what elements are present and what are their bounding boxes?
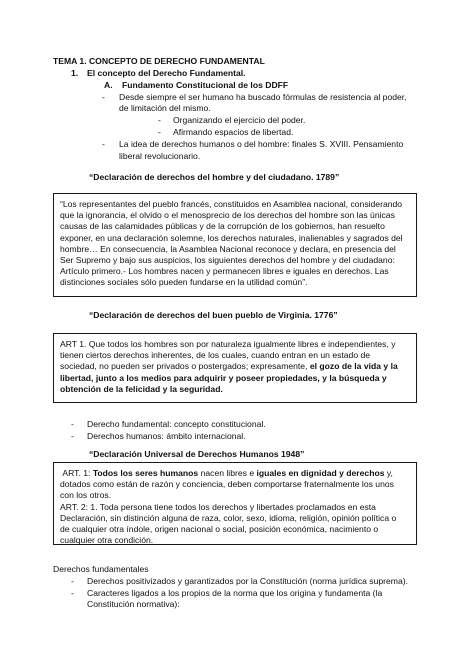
bullet-text: Organizando el ejercicio del poder.: [173, 115, 306, 125]
quote-line: que la ignorancia, el olvido o el menosprecio de los derechos del hombre son las únicas: [60, 210, 395, 221]
quote-line: distinciones sociales sólo pueden fundarse en la utilidad común”.: [60, 277, 308, 288]
declaration-heading: “Declaración Universal de Derechos Humanos 1948”: [89, 449, 305, 459]
bullet-text: liberal revolucionario.: [119, 151, 201, 161]
bullet-text: La idea de derechos humanos o del hombre: finales S. XVIII. Pensamiento: [119, 139, 404, 149]
bullet-dash: -: [71, 431, 74, 441]
quote-line: con los otros.: [60, 490, 112, 501]
quote-text: y,: [386, 468, 393, 478]
bullet-text: Afirmando espacios de libertad.: [173, 127, 294, 137]
quote-line: “Los representantes del pueblo francés, constituidos en Asamblea nacional, considerando: [60, 199, 403, 209]
bullet-dash: -: [71, 576, 74, 586]
quote-line: de cualquier otra índole, origen nacional o social, posición económica, nacimiento o: [60, 524, 379, 535]
quote-line: ART 1. Que todos los hombres son por naturaleza igualmente libres e independientes, y: [60, 339, 396, 349]
bullet-text: Desde siempre el ser humano ha buscado fórmulas de resistencia al poder,: [119, 92, 407, 102]
bullet-dash: -: [158, 127, 161, 137]
quote-line: Ser Supremo y bajo sus auspicios, los siguientes derechos del hombre y del ciudadano:: [60, 255, 395, 266]
bullet-text: de limitación del mismo.: [119, 103, 211, 113]
quote-line: exponer, en una declaración solemne, los derechos naturales, inalienables y sagrados del: [60, 232, 403, 243]
quote-text: nacen libres e: [200, 468, 255, 478]
quote-text: sociedad, no pueden ser privados o postergados; expresamente,: [60, 361, 308, 372]
bullet-text: Caracteres ligados a los propios de la norma que los origina y fundamenta (la: [87, 588, 383, 598]
quote-line: [60, 468, 410, 479]
quote-line: cualquier otra condición.: [60, 535, 154, 546]
subsection-letter: A.: [104, 80, 113, 90]
bullet-dash: -: [71, 419, 74, 429]
quote-highlight: libertad, junto a los medios para adquirir y poseer propiedades, y la búsqueda y: [60, 372, 387, 383]
quote-highlight: Todos los seres humanos: [92, 468, 199, 478]
declaration-quote-box: [53, 333, 417, 403]
quote-line: [60, 361, 410, 372]
quote-line: Artículo primero.- Los hombres nacen y permanecen libres e iguales en derechos. Las: [60, 266, 389, 277]
quote-highlight: obtención de la felicidad y la seguridad.: [60, 383, 223, 394]
document-title: TEMA 1. CONCEPTO DE DERECHO FUNDAMENTAL: [53, 56, 265, 66]
bullet-dash: -: [158, 115, 161, 125]
quote-highlight: el gozo de la vida y la: [309, 361, 398, 372]
section-number: 1.: [71, 68, 79, 78]
bullet-text: Derecho fundamental: concepto constitucional.: [87, 419, 266, 429]
section-heading: Derechos fundamentales: [53, 564, 149, 574]
declaration-heading: “Declaración de derechos del hombre y del ciudadano. 1789”: [89, 172, 340, 182]
declaration-quote-box: [53, 193, 417, 297]
bullet-dash: -: [102, 92, 105, 102]
declaration-heading: “Declaración de derechos del buen pueblo de Virginia. 1776”: [89, 310, 338, 320]
bullet-text: Derechos humanos: ámbito internacional.: [87, 431, 246, 441]
bullet-dash: -: [102, 139, 105, 149]
quote-line: ART. 2: 1. Toda persona tiene todos los derechos y libertades proclamados en esta: [60, 501, 376, 512]
quote-highlight: iguales en dignidad y derechos: [256, 468, 385, 478]
quote-text: ART. 1:: [62, 468, 91, 478]
bullet-dash: -: [71, 588, 74, 598]
quote-line: hombre… En consecuencia, la Asamblea Nacional reconoce y declara, en presencia del: [60, 243, 396, 254]
quote-line: Declaración, sin distinción alguna de raza, color, sexo, idioma, religión, opinión política o: [60, 512, 397, 523]
quote-line: dotados como están de razón y conciencia, deben comportarse fraternalmente los unos: [60, 479, 394, 490]
section-title: El concepto del Derecho Fundamental.: [87, 68, 246, 78]
quote-line: tienen ciertos derechos inherentes, de los cuales, cuando entran en un estado de: [60, 350, 371, 361]
quote-line: causas de las calamidades públicas y de la corrupción de los gobiernos, han resuelto: [60, 221, 385, 232]
bullet-text: Derechos positivizados y garantizados por la Constitución (norma jurídica suprema).: [87, 576, 408, 586]
declaration-quote-box: [53, 462, 417, 545]
bullet-text: Constitución normativa):: [87, 599, 180, 609]
subsection-title: Fundamento Constitucional de los DDFF: [122, 80, 289, 90]
